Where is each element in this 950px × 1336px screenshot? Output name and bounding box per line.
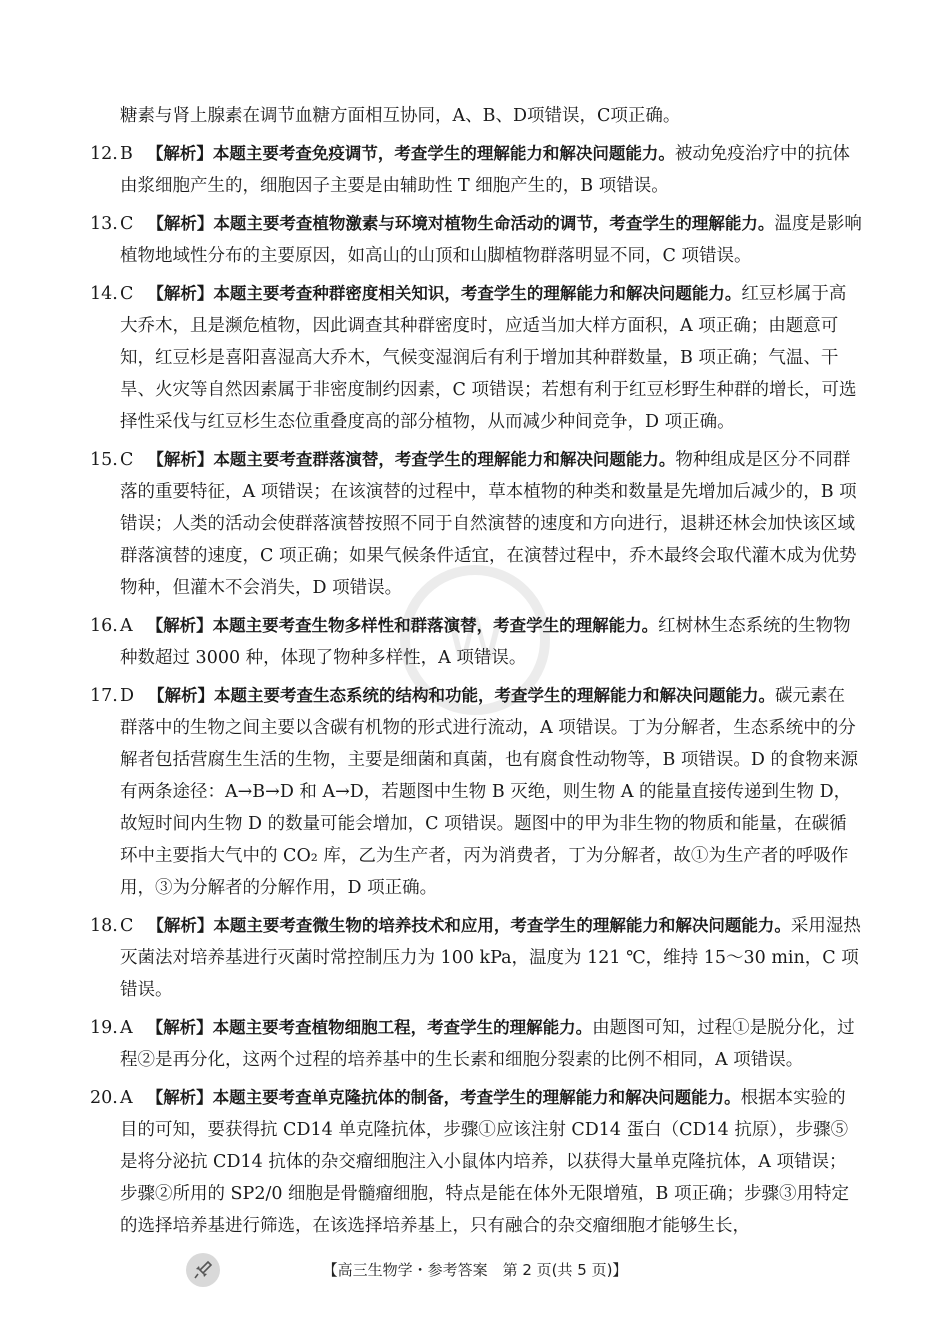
question-number: 17. (90, 686, 118, 706)
question-14 (90, 278, 862, 438)
answer-letter: A (120, 1088, 133, 1108)
answer-content (90, 100, 862, 1248)
analysis-tag: 【解析】 (146, 144, 213, 163)
analysis-text: 物种组成是区分不同群落的重要特征，A 项错误；在该演替的过程中，草本植物的种类和数量是先增加后减少的，B 项错误；人类的活动会使群落演替按照不同于自然演替的速度和方向进行，退耕还林会加快该区域群落演替的速度，C 项正确；如果气候条件适宜，在演替过程中，乔木最终会取代灌木成为优势物种，但灌木不会消失，D 项错误。 (120, 450, 857, 598)
analysis-focus: 本题主要考查植物细胞工程，考查学生的理解能力。 (212, 1018, 593, 1037)
answer-letter: C (120, 284, 134, 304)
analysis-tag: 【解析】 (146, 1018, 213, 1037)
question-15 (90, 444, 862, 604)
analysis-text: 红树林生态系统的生物物种数超过 3000 种，体现了物种多样性，A 项错误。 (120, 616, 851, 668)
answer-letter: C (120, 214, 134, 234)
answer-letter: C (120, 450, 134, 470)
question-17 (90, 680, 862, 904)
analysis-focus: 本题主要考查生态系统的结构和功能，考查学生的理解能力和解决问题能力。 (214, 686, 776, 705)
analysis-text: 碳元素在群落中的生物之间主要以含碳有机物的形式进行流动，A 项错误。丁为分解者，生态系统中的分解者包括营腐生生活的生物，主要是细菌和真菌，也有腐食性动物等，B 项错误。D 的食物来源有两条途径：A→B→D 和 A→D，若题图中生物 B 灭绝，则生物 A 的能量直接传递到生物 D，故短时间内生物 D 的数量可能会增加，C 项错误。题图中的甲为非生物的物质和能量，在碳循环中主要指大气中的 CO₂ 库，乙为生产者，丙为消费者，丁为分解者，故①为生产者的呼吸作用，③为分解者的分解作用，D 项正确。 (120, 686, 859, 898)
question-19 (90, 1012, 862, 1076)
question-20 (90, 1082, 862, 1242)
analysis-text: 温度是影响植物地域性分布的主要原因，如高山的山顶和山脚植物群落明显不同，C 项错误。 (120, 214, 862, 266)
analysis-focus: 本题主要考查免疫调节，考查学生的理解能力和解决问题能力。 (212, 144, 675, 163)
question-13 (90, 208, 862, 272)
question-number: 20. (90, 1088, 118, 1108)
question-number: 14. (90, 284, 118, 304)
analysis-text: 由题图可知，过程①是脱分化，过程②是再分化，这两个过程的培养基中的生长素和细胞分裂素的比例不相同，A 项错误。 (120, 1018, 855, 1070)
analysis-tag: 【解析】 (146, 616, 213, 635)
analysis-tag: 【解析】 (147, 450, 214, 469)
analysis-text: 红豆杉属于高大乔木，且是濒危植物，因此调查其种群密度时，应适当加大样方面积，A 项正确；由题意可知，红豆杉是喜阳喜湿高大乔木，气候变湿润后有利于增加其种群数量，B 项正确；气温、干旱、火灾等自然因素属于非密度制约因素，C 项错误；若想有利于红豆杉野生种群的增长，可选择性采伐与红豆杉生态位重叠度高的部分植物，从而减少种间竞争，D 项正确。 (120, 284, 857, 432)
analysis-focus: 本题主要考查植物激素与环境对植物生命活动的调节，考查学生的理解能力。 (213, 214, 775, 233)
analysis-text: 采用湿热灭菌法对培养基进行灭菌时常控制压力为 100 kPa，温度为 121 ℃，维持 15～30 min，C 项错误。 (120, 916, 861, 1000)
answer-letter: A (120, 1018, 133, 1038)
answer-letter: D (120, 686, 135, 706)
analysis-tag: 【解析】 (147, 214, 214, 233)
question-number: 15. (90, 450, 118, 470)
question-number: 12. (90, 144, 118, 164)
page-footer (0, 1253, 950, 1293)
answer-letter: B (120, 144, 133, 164)
question-number: 19. (90, 1018, 118, 1038)
svg-text:W: W (445, 605, 505, 675)
answer-letter: C (120, 916, 134, 936)
analysis-focus: 本题主要考查生物多样性和群落演替，考查学生的理解能力。 (212, 616, 659, 635)
question-number: 13. (90, 214, 118, 234)
analysis-tag: 【解析】 (146, 1088, 213, 1107)
analysis-text: 根据本实验的目的可知，要获得抗 CD14 单克隆抗体，步骤①应该注射 CD14 蛋白（CD14 抗原），步骤⑤是将分泌抗 CD14 抗体的杂交瘤细胞注入小鼠体内培养，以获得大量单克隆抗体，A 项错误；步骤②所用的 SP2/0 细胞是骨髓瘤细胞，特点是能在体外无限增殖，B 项正确；步骤③用特定的选择培养基进行筛选，在该选择培养基上，只有融合的杂交瘤细胞才能够生长， (120, 1088, 849, 1236)
question-number: 16. (90, 616, 118, 636)
analysis-tag: 【解析】 (148, 686, 215, 705)
analysis-text: 被动免疫治疗中的抗体由浆细胞产生的，细胞因子主要是由辅助性 T 细胞产生的，B 项错误。 (120, 144, 850, 196)
question-number: 18. (90, 916, 118, 936)
answer-letter: A (120, 616, 133, 636)
analysis-focus: 本题主要考查种群密度相关知识，考查学生的理解能力和解决问题能力。 (213, 284, 742, 303)
question-16 (90, 610, 862, 674)
intro-line: 糖素与肾上腺素在调节血糖方面相互协同，A、B、D项错误，C项正确。 (120, 106, 681, 126)
analysis-focus: 本题主要考查单克隆抗体的制备，考查学生的理解能力和解决问题能力。 (212, 1088, 741, 1107)
analysis-tag: 【解析】 (147, 284, 214, 303)
analysis-focus: 本题主要考查群落演替，考查学生的理解能力和解决问题能力。 (213, 450, 676, 469)
analysis-focus: 本题主要考查微生物的培养技术和应用，考查学生的理解能力和解决问题能力。 (213, 916, 791, 935)
footer-text: 【高三生物学・参考答案 第 2 页(共 5 页)】 (322, 1261, 628, 1279)
question-18 (90, 910, 862, 1006)
question-12 (90, 138, 862, 202)
analysis-tag: 【解析】 (147, 916, 214, 935)
